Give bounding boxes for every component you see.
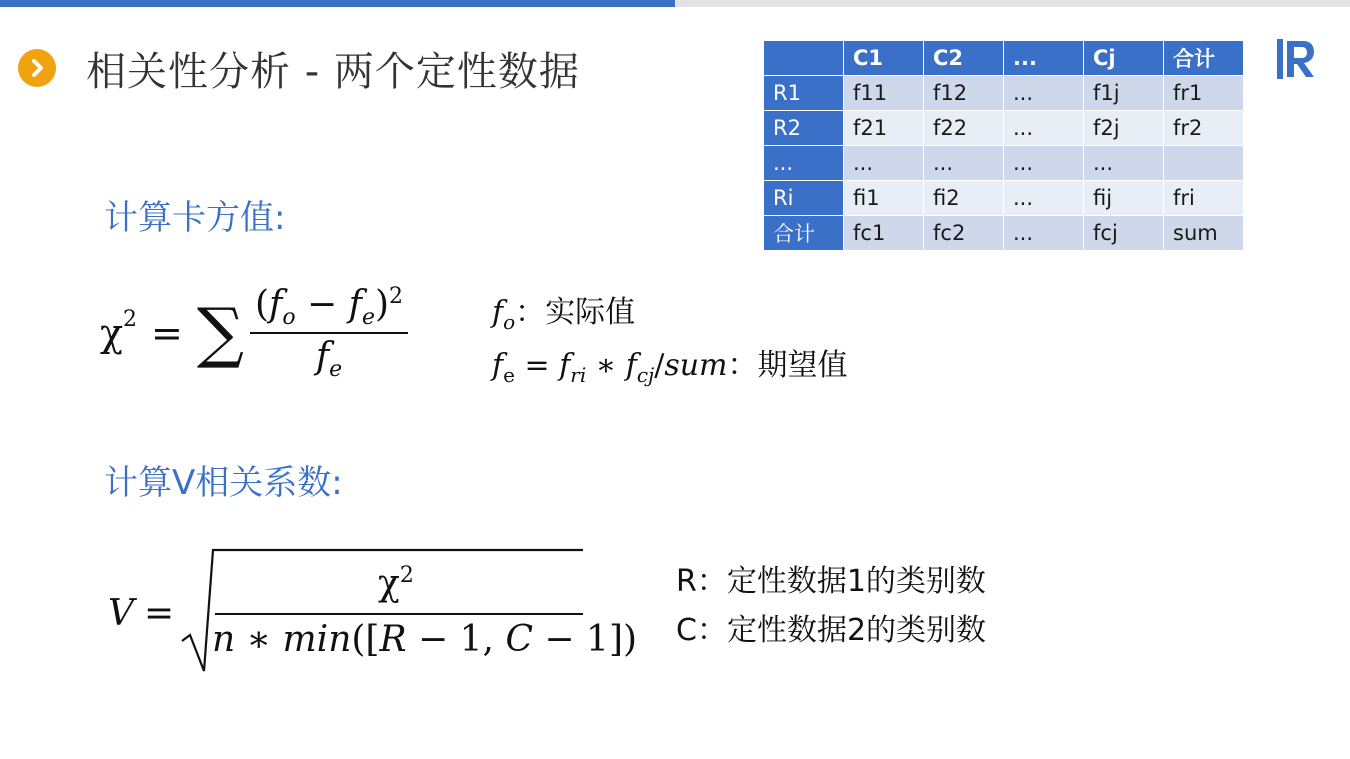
table-cell: f12: [924, 76, 1004, 111]
table-cell: fr1: [1164, 76, 1244, 111]
chi-square-formula: χ $^2$ = ∑ $\frac{(f_o - f_e)^2}{f_e}$: [100, 278, 408, 388]
table-cell: ...: [1084, 146, 1164, 181]
table-cell: ...: [844, 146, 924, 181]
row-label: R1: [764, 76, 844, 111]
table-row: [764, 111, 1244, 146]
fe-definition: $f_e = f_{ri}$ ∗ $f_{cj}$/sum：期望值: [492, 348, 848, 387]
table-header-cell: Cj: [1084, 41, 1164, 76]
chi-denominator: $f_e$: [250, 332, 408, 382]
v-denominator: n ∗ min([R − 1, C − 1]): [212, 619, 638, 660]
v-numerator: $\chi^2$: [378, 563, 414, 604]
table-cell: ...: [1004, 181, 1084, 216]
table-cell: [1164, 146, 1244, 181]
table-cell: sum: [1164, 216, 1244, 251]
fo-definition: $f_o$：实际值: [492, 295, 636, 334]
table-cell: ...: [1004, 76, 1084, 111]
table-cell: fr2: [1164, 111, 1244, 146]
sigma-symbol: ∑: [196, 294, 244, 371]
table-cell: fri: [1164, 181, 1244, 216]
table-header-row: [764, 41, 1244, 76]
table-row: [764, 146, 1244, 181]
chi-symbol: χ: [100, 311, 124, 355]
table-cell: fc1: [844, 216, 924, 251]
row-label: 合计: [764, 216, 844, 251]
table-cell: ...: [1004, 111, 1084, 146]
table-cell: ...: [1004, 146, 1084, 181]
chevron-right-circle-icon: [18, 49, 56, 87]
c-note: C：定性数据2的类别数: [676, 613, 987, 648]
row-label: R2: [764, 111, 844, 146]
contingency-table: [763, 40, 1244, 251]
table-cell: fcj: [1084, 216, 1164, 251]
table-cell: ...: [1004, 216, 1084, 251]
fo-label: ：实际值: [515, 295, 636, 330]
table-cell: f2j: [1084, 111, 1164, 146]
table-row: [764, 181, 1244, 216]
top-gray-bar: [675, 0, 1350, 7]
v-symbol: V: [108, 593, 134, 634]
slide-title-row: [18, 40, 580, 96]
r-note: R：定性数据1的类别数: [676, 564, 986, 599]
table-header-cell: C1: [844, 41, 924, 76]
table-cell: f1j: [1084, 76, 1164, 111]
table-cell: fi1: [844, 181, 924, 216]
table-row: [764, 76, 1244, 111]
row-label: Ri: [764, 181, 844, 216]
table-row: [764, 216, 1244, 251]
top-accent-bar: [0, 0, 675, 7]
slide-title: 相关性分析 - 两个定性数据: [86, 48, 580, 95]
row-label: ...: [764, 146, 844, 181]
table-header-cell: ...: [1004, 41, 1084, 76]
v-coefficient-heading: 计算V相关系数:: [104, 463, 343, 503]
table-cell: f22: [924, 111, 1004, 146]
table-header-cell: 合计: [1164, 41, 1244, 76]
chi-numerator: $(f_o - f_e)^2$: [254, 283, 404, 330]
chi-square-heading: 计算卡方值:: [104, 198, 286, 238]
chi-exponent: 2: [123, 306, 138, 332]
r-logo-icon: [1277, 39, 1317, 79]
table-cell: fij: [1084, 181, 1164, 216]
table-header-cell: C2: [924, 41, 1004, 76]
table-cell: f21: [844, 111, 924, 146]
fe-label: ：期望值: [727, 348, 848, 383]
table-cell: fi2: [924, 181, 1004, 216]
table-header-cell: [764, 41, 844, 76]
chi-fraction: [250, 284, 408, 382]
table-cell: f11: [844, 76, 924, 111]
table-cell: ...: [924, 146, 1004, 181]
table-cell: fc2: [924, 216, 1004, 251]
